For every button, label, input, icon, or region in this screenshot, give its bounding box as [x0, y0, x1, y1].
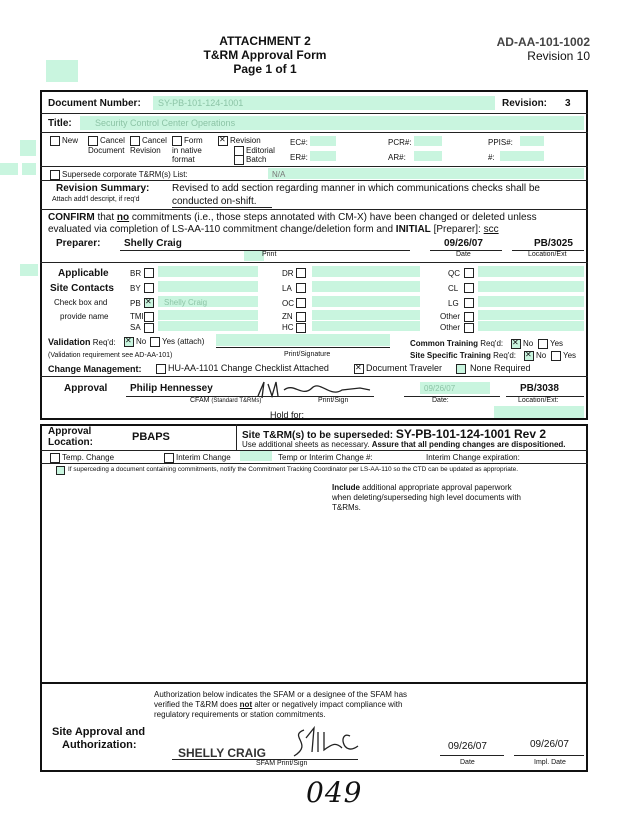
contact-cl-field[interactable]: [478, 281, 584, 292]
contact-tmi-label: TMI: [130, 312, 144, 321]
approval-location-value: PBAPS: [132, 431, 170, 443]
revision-label: Revision:: [502, 98, 548, 109]
revision-checkbox[interactable]: [218, 136, 228, 146]
common-training-yes-label: Yes: [550, 339, 564, 348]
contact-other1-field[interactable]: [478, 310, 584, 320]
contacts-hint2: provide name: [60, 312, 109, 321]
site-approval-date: 09/26/07: [448, 741, 487, 752]
new-label: New: [62, 136, 79, 145]
batch-checkbox[interactable]: [234, 155, 244, 165]
revision-summary-label: Revision Summary:: [56, 183, 150, 194]
document-traveler-label: Document Traveler: [366, 363, 443, 373]
include-line2: when deleting/superseding high level documents with: [332, 493, 522, 502]
contact-la-checkbox[interactable]: [296, 283, 306, 293]
supersede-value: N/A: [272, 170, 286, 179]
margin-highlight: [20, 264, 38, 276]
site-approval-name: SHELLY CRAIG: [178, 746, 267, 760]
supersede-field[interactable]: [268, 168, 584, 179]
doc-number-label: Document Number:: [48, 98, 141, 109]
new-checkbox[interactable]: [50, 136, 60, 146]
page-number: Page 1 of 1: [233, 62, 297, 76]
form-label2: in native: [172, 146, 202, 155]
preparer-name: Shelly Craig: [124, 238, 182, 249]
er-field[interactable]: [310, 151, 336, 161]
hold-for-highlight: [494, 406, 584, 418]
pcr-field[interactable]: [414, 136, 442, 146]
contact-tmi-checkbox[interactable]: [144, 312, 154, 322]
margin-highlight: [0, 163, 18, 175]
preparer-date: 09/26/07: [444, 238, 483, 249]
site-training-no-checkbox[interactable]: [524, 351, 534, 361]
validation-note: (Validation requirement see AD-AA-101): [48, 352, 173, 359]
doc-revision: Revision 10: [527, 49, 590, 63]
other-num-field[interactable]: [500, 151, 544, 161]
superseded-note: Use additional sheets as necessary. Assure that all pending changes are dispositioned.: [242, 440, 566, 449]
contact-other1-label: Other: [440, 312, 461, 321]
approval-label: Approval: [64, 383, 108, 394]
form-title: T&RM Approval Form: [203, 48, 327, 62]
temp-interim-label: Temp or Interim Change #:: [278, 453, 373, 462]
preparer-print-label: Print: [262, 251, 277, 258]
confirm-line2: evaluated via completion of LS-AA-110 commitment change/deletion form and INITIAL [Preparer]: scc: [48, 224, 499, 235]
handwritten-page-number: 049: [306, 776, 363, 809]
contact-hc-label: HC: [282, 323, 294, 332]
auth-line2: verified the T&RM does not alter or negatively impact compliance with: [154, 700, 403, 709]
common-training-label: Common Training Req'd:: [410, 339, 504, 348]
contact-sa-field[interactable]: [158, 321, 258, 331]
doc-number-value: SY-PB-101-124-1001: [158, 98, 244, 108]
validation-no-label: No: [136, 337, 147, 346]
editorial-label: Editorial: [246, 146, 275, 155]
validation-signature-field[interactable]: [216, 334, 390, 346]
confirm-line1: CONFIRM that no commitments (i.e., those steps annotated with CM-X) have been changed or deleted unless: [48, 212, 537, 223]
site-approval-label2: Authorization:: [62, 739, 137, 751]
margin-highlight: [46, 60, 78, 82]
form-checkbox[interactable]: [172, 136, 182, 146]
site-training-yes-label: Yes: [563, 351, 577, 360]
cancel-doc-label: Cancel: [100, 136, 125, 145]
site-approval-date-label: Date: [460, 759, 475, 766]
approval-print-sign: Print/Sign: [318, 397, 349, 404]
cancel-rev-label2: Revision: [130, 146, 161, 155]
ec-label: EC#:: [290, 138, 308, 147]
contact-hc-field[interactable]: [312, 321, 420, 331]
contact-other2-checkbox[interactable]: [464, 323, 474, 333]
contact-cl-checkbox[interactable]: [464, 283, 474, 293]
margin-highlight: [22, 163, 36, 175]
supersede-note-checkbox[interactable]: [56, 466, 65, 475]
site-approval-impl-date: 09/26/07: [530, 739, 569, 750]
common-training-yes-checkbox[interactable]: [538, 339, 548, 349]
revision-summary-line2: conducted on-shift.: [172, 196, 257, 207]
approval-cfam: CFAM (Standard T&RMs): [190, 397, 262, 404]
contact-other2-field[interactable]: [478, 321, 584, 331]
auth-line1: Authorization below indicates the SFAM or a designee of the SFAM has: [154, 690, 408, 699]
contact-other1-checkbox[interactable]: [464, 312, 474, 322]
site-approval-label1: Site Approval and: [52, 726, 146, 738]
approval-location-label2: Location:: [48, 437, 93, 448]
form-label3: format: [172, 155, 195, 164]
contacts-hint1: Check box and: [54, 298, 108, 307]
attachment-title: ATTACHMENT 2: [219, 34, 311, 48]
contact-sa-label: SA: [130, 323, 141, 332]
contact-lg-field[interactable]: [478, 296, 584, 307]
include-line1: Include additional appropriate approval paperwork: [332, 483, 512, 492]
ppis-label: PPIS#:: [488, 138, 513, 147]
approval-location-label1: Approval: [48, 426, 92, 437]
common-training-no-label: No: [523, 339, 534, 348]
contact-pb-checkbox[interactable]: [144, 298, 154, 308]
form-label: Form: [184, 136, 203, 145]
contact-br-checkbox[interactable]: [144, 268, 154, 278]
preparer-date-label: Date: [456, 251, 471, 258]
approval-date-label: Date:: [432, 397, 449, 404]
validation-print-sig: Print/Signature: [284, 351, 331, 358]
contact-oc-label: OC: [282, 299, 294, 308]
temp-interim-highlight: [240, 451, 272, 461]
approval-date: 09/26/07: [424, 384, 456, 393]
revision-summary-line1: Revised to add section regarding manner in which communications checks shall be: [172, 183, 540, 194]
ppis-field[interactable]: [520, 136, 544, 146]
contact-br-label: BR: [130, 269, 142, 278]
doc-id: AD-AA-101-1002: [496, 35, 590, 49]
preparer-location-label: Location/Ext: [528, 251, 567, 258]
site-approval-signature: [284, 722, 374, 762]
cancel-rev-label: Cancel: [142, 136, 167, 145]
ec-field[interactable]: [310, 136, 336, 146]
contact-lg-label: LG: [448, 299, 459, 308]
approval-signature: [250, 376, 380, 402]
revision-type-label: Revision: [230, 136, 261, 145]
contact-zn-checkbox[interactable]: [296, 312, 306, 322]
hold-for-label: Hold for:: [270, 410, 305, 420]
title-label: Title:: [48, 118, 72, 129]
contact-sa-checkbox[interactable]: [144, 323, 154, 333]
contact-qc-field[interactable]: [478, 266, 584, 277]
none-required-label: None Required: [470, 363, 531, 373]
change-checklist-checkbox[interactable]: [156, 364, 166, 374]
superseded-line: Site T&RM(s) to be superseded: SY-PB-101-124-1001 Rev 2: [242, 427, 546, 441]
none-required-checkbox[interactable]: [456, 364, 466, 374]
contact-hc-checkbox[interactable]: [296, 323, 306, 333]
approval-location-label: Location/Ext:: [518, 397, 559, 404]
ar-field[interactable]: [414, 151, 442, 161]
interim-change-checkbox[interactable]: [164, 453, 174, 463]
revision-value: 3: [565, 98, 571, 109]
validation-yes-label: Yes (attach): [162, 337, 205, 346]
cancel-revision-checkbox[interactable]: [130, 136, 140, 146]
contact-lg-checkbox[interactable]: [464, 298, 474, 308]
validation-no-checkbox[interactable]: [124, 337, 134, 347]
contact-cl-label: CL: [448, 284, 459, 293]
change-checklist-label: HU-AA-1101 Change Checklist Attached: [168, 363, 329, 373]
contact-la-field[interactable]: [312, 281, 420, 292]
contact-dr-checkbox[interactable]: [296, 268, 306, 278]
approval-location: PB/3038: [520, 383, 559, 394]
contact-pb-label: PB: [130, 299, 141, 308]
contact-by-field[interactable]: [158, 281, 258, 292]
interim-change-label: Interim Change: [176, 453, 231, 462]
approval-name: Philip Hennessey: [130, 383, 213, 394]
pcr-label: PCR#:: [388, 138, 412, 147]
cancel-document-checkbox[interactable]: [88, 136, 98, 146]
common-training-no-checkbox[interactable]: [511, 339, 521, 349]
contact-dr-field[interactable]: [312, 266, 420, 277]
supersede-note: If superceding a document containing commitments, notify the Commitment Tracking Coordinator per LS-AA-110 so the CTD can be updated as appropriate.: [68, 466, 519, 473]
contact-dr-label: DR: [282, 269, 294, 278]
contact-zn-field[interactable]: [312, 310, 420, 320]
contact-br-field[interactable]: [158, 266, 258, 277]
contact-by-label: BY: [130, 284, 141, 293]
revision-summary-sub: Attach add'l descript, if req'd: [52, 196, 140, 203]
margin-highlight: [20, 140, 36, 156]
site-training-no-label: No: [536, 351, 547, 360]
contact-by-checkbox[interactable]: [144, 283, 154, 293]
temp-change-checkbox[interactable]: [50, 453, 60, 463]
contact-other2-label: Other: [440, 323, 461, 332]
site-training-label: Site Specific Training Req'd:: [410, 351, 517, 360]
temp-change-label: Temp. Change: [62, 453, 115, 462]
contact-oc-field[interactable]: [312, 296, 420, 307]
batch-label: Batch: [246, 155, 267, 164]
er-label: ER#:: [290, 153, 308, 162]
contact-qc-label: QC: [448, 269, 460, 278]
supersede-label: Supersede corporate T&RM(s) List:: [62, 170, 188, 179]
auth-line3: regulatory requirements or station commitments.: [154, 710, 326, 719]
contacts-label1: Applicable: [58, 268, 109, 279]
validation-yes-checkbox[interactable]: [150, 337, 160, 347]
validation-label: Validation Req'd:: [48, 337, 116, 347]
cancel-doc-label2: Document: [88, 146, 125, 155]
contact-zn-label: ZN: [282, 312, 293, 321]
preparer-label: Preparer:: [56, 238, 101, 249]
site-approval-impl-label: Impl. Date: [534, 759, 566, 766]
change-mgmt-label: Change Management:: [48, 364, 142, 374]
contact-tmi-field[interactable]: [158, 310, 258, 320]
ar-label: AR#:: [388, 153, 406, 162]
title-value: Security Control Center Operations: [95, 118, 236, 128]
contact-qc-checkbox[interactable]: [464, 268, 474, 278]
include-line3: T&RMs.: [332, 503, 361, 512]
preparer-location: PB/3025: [534, 238, 573, 249]
contact-oc-checkbox[interactable]: [296, 298, 306, 308]
contact-la-label: LA: [282, 284, 292, 293]
supersede-checkbox[interactable]: [50, 170, 60, 180]
interim-exp-label: Interim Change expiration:: [426, 453, 520, 462]
site-approval-sfam: SFAM Print/Sign: [256, 760, 308, 767]
other-num-label: #:: [488, 153, 495, 162]
document-traveler-checkbox[interactable]: [354, 364, 364, 374]
site-training-yes-checkbox[interactable]: [551, 351, 561, 361]
contact-pb-name: Shelly Craig: [164, 298, 208, 307]
preparer-sign-highlight: [244, 251, 264, 261]
contacts-label2: Site Contacts: [50, 283, 114, 294]
